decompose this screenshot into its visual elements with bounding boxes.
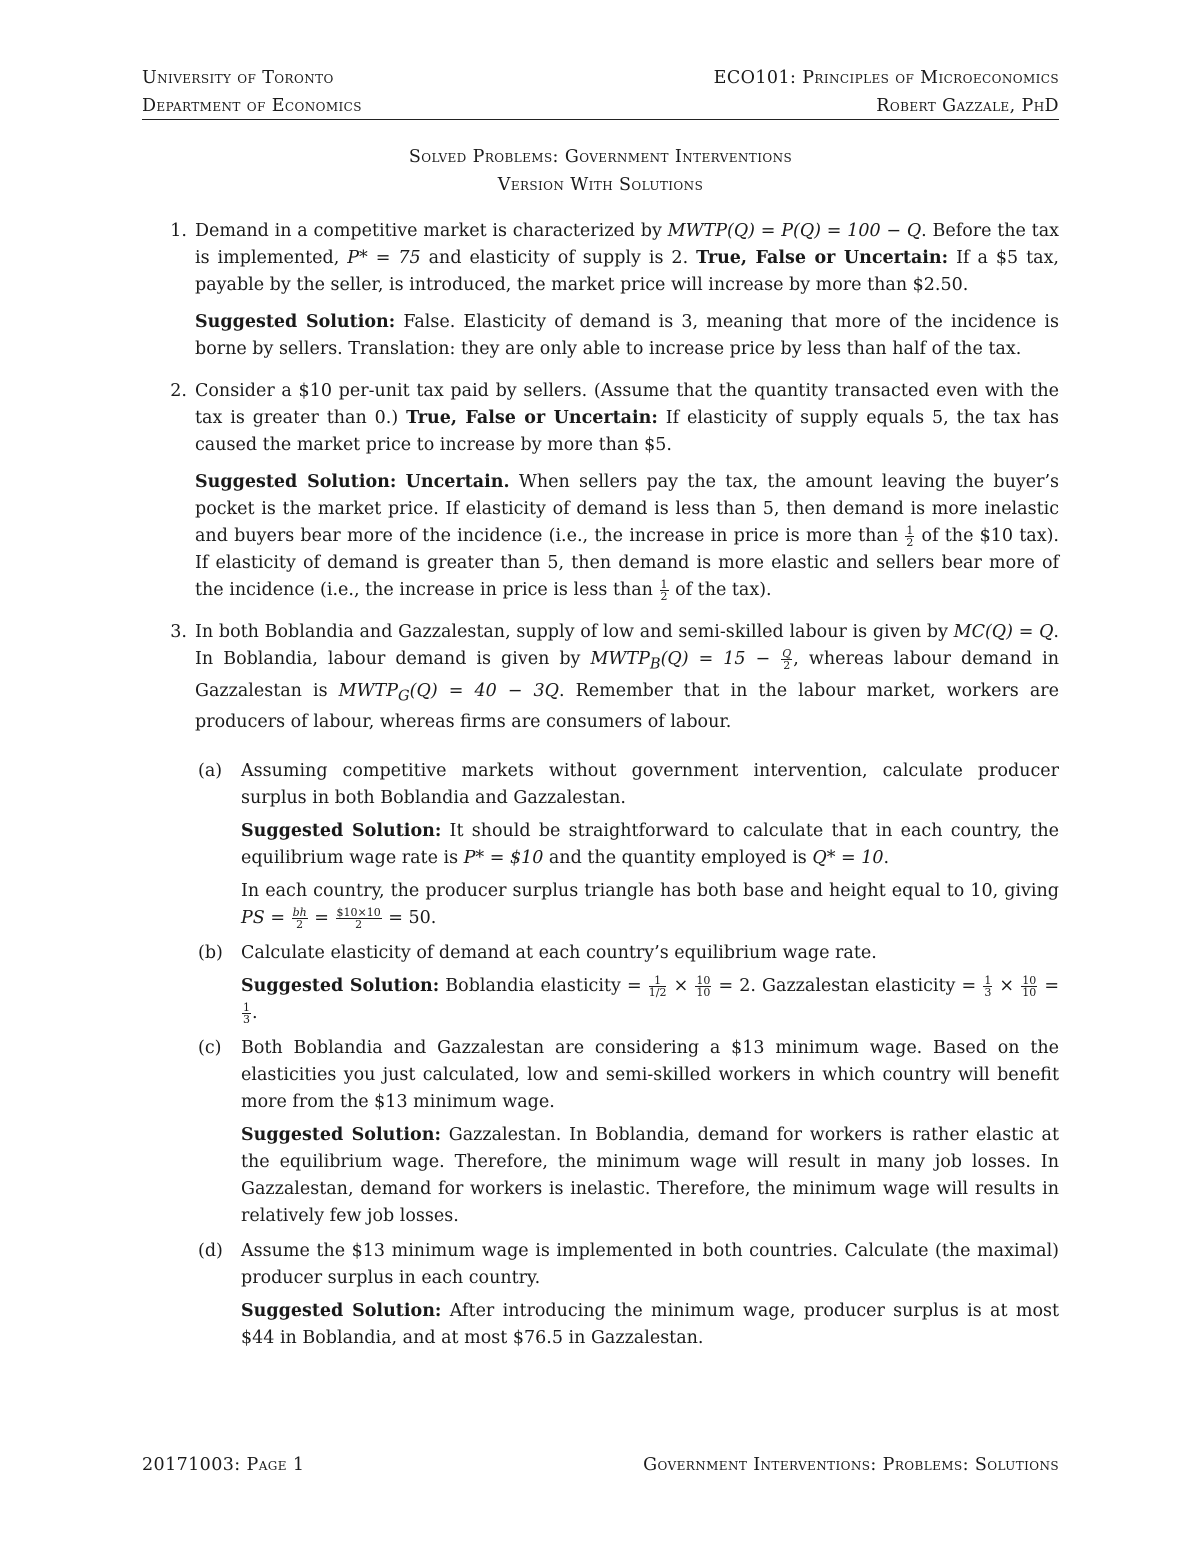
fraction-10-over-10: $\frac{10}{10}$ [696, 974, 711, 999]
part-b [142, 940, 1059, 1027]
problem-1-question: Demand in a competitive market is characterized by MWTP(Q) = P(Q) = 100 − Q. Before the tax is implemented, P* = 75 and elasticity of supply is 2. True, False or Uncertain: If a $5 tax, payable by the seller, is introduced, the market price will increase by more than $2.50. [195, 221, 1059, 295]
university-name: University of Toronto [142, 68, 334, 88]
part-a [142, 758, 1059, 932]
page-footer [142, 1452, 1059, 1479]
course-name: ECO101: Principles of Microeconomics [713, 68, 1059, 88]
part-label: (d) [198, 1241, 223, 1261]
problem-2 [142, 378, 1059, 604]
part-b-question: Calculate elasticity of demand at each country’s equilibrium wage rate. [241, 943, 877, 963]
fraction-1-over-half: $\frac{1}{1/2}$ [648, 974, 667, 999]
problem-1 [142, 218, 1059, 363]
problem-number: 1. [170, 221, 187, 241]
fraction-10x10-over-2: $\frac{\$10\times 10}{2}$ [336, 906, 381, 931]
problem-3-parts [142, 758, 1059, 1352]
footer-section-title: Government Interventions: Problems: Solutions [643, 1455, 1059, 1475]
fraction-one-half: $\frac{1}{2}$ [660, 578, 668, 603]
fraction-q-over-2: $\frac{Q}{2}$ [782, 647, 792, 672]
problem-list [142, 218, 1059, 1352]
part-d-solution: Suggested Solution: After introducing the minimum wage, producer surplus is at most $44 in Boblandia, and at most $76.5 in Gazzalestan. [241, 1301, 1059, 1348]
part-c-question: Both Boblandia and Gazzalestan are considering a $13 minimum wage. Based on the elasticities you just calculated, low and semi-skilled workers in which country will benefit more from the $13 minimum wage. [241, 1038, 1059, 1112]
problem-1-solution: Suggested Solution: False. Elasticity of demand is 3, meaning that more of the incidence is borne by sellers. Translation: they are only able to increase price by less than half of the tax. [195, 312, 1059, 359]
part-a-question: Assuming competitive markets without government intervention, calculate producer surplus in both Boblandia and Gazzalestan. [241, 761, 1059, 808]
part-c [142, 1035, 1059, 1230]
part-d [142, 1238, 1059, 1352]
fraction-1-over-3: $\frac{1}{3}$ [984, 974, 992, 999]
header-rule [142, 119, 1059, 120]
instructor-name: Robert Gazzale, PhD [876, 96, 1059, 116]
problem-3 [142, 619, 1059, 736]
problem-3-question: In both Boblandia and Gazzalestan, supply of low and semi-skilled labour is given by MC(Q) = Q. In Boblandia, labour demand is given by $MWTP_B(Q) = 15$ − $\frac{Q}{2}$ , whereas labour demand in Gazzalestan is $MWTP_G(Q) = 40 - 3Q$. Remember that in the labour market, workers are producers of labour, whereas firms are consumers of labour. [195, 622, 1060, 732]
title-line-1: Solved Problems: Government Interventions [408, 147, 793, 167]
part-label: (b) [198, 943, 223, 963]
document-title [142, 143, 1059, 199]
fraction-one-half: $\frac{1}{2}$ [906, 524, 914, 549]
footer-page-info: 20171003: Page 1 [142, 1455, 305, 1475]
page-header [142, 64, 1059, 120]
part-b-solution: Suggested Solution: Boblandia elasticity = $\frac{1}{1/2}$ × $\frac{10}{10}$ = 2. Gazzalestan elasticity = $\frac{1}{3}$ × $\frac{10}{10}$ = $\frac{1}{3}$ . [241, 974, 1059, 1026]
fraction-bh-over-2: $\frac{bh}{2}$ [292, 906, 307, 931]
problem-2-question: Consider a $10 per-unit tax paid by sellers. (Assume that the quantity transacted even with the tax is greater than 0.) True, False or Uncertain: If elasticity of supply equals 5, the tax has caused the market price to increase by more than $5. [195, 381, 1060, 455]
part-label: (c) [198, 1038, 222, 1058]
problem-2-solution: Suggested Solution: Uncertain. When sellers pay the tax, the amount leaving the buyer’s pocket is the market price. If elasticity of demand is less than 5, then demand is more inelastic and buyers bear more of the incidence (i.e., the increase in price is more than $\frac{1}{2}$ of the $10 tax). If elasticity of demand is greater than 5, then demand is more elastic and sellers bear more of the incidence (i.e., the increase in price is less than $\frac{1}{2}$ of the tax). [195, 472, 1059, 603]
part-a-solution-continued: In each country, the producer surplus triangle has both base and height equal to 10, giving PS = $\frac{bh}{2}$ = $\frac{\$10\times 10}{2}$ = 50. [241, 881, 1059, 931]
title-line-2: Version With Solutions [497, 175, 704, 195]
part-c-solution: Suggested Solution: Gazzalestan. In Boblandia, demand for workers is rather elastic at the equilibrium wage. Therefore, the minimum wage will result in many job losses. In Gazzalestan, demand for workers is inelastic. Therefore, the minimum wage will results in relatively few job losses. [241, 1125, 1059, 1226]
problem-number: 2. [170, 381, 187, 401]
part-d-question: Assume the $13 minimum wage is implemented in both countries. Calculate (the maximal) producer surplus in each country. [241, 1241, 1059, 1288]
department-name: Department of Economics [142, 96, 362, 116]
part-a-solution: Suggested Solution: It should be straightforward to calculate that in each country, the equilibrium wage rate is P* = $10 and the quantity employed is Q* = 10. [241, 821, 1059, 868]
fraction-10-over-10: $\frac{10}{10}$ [1022, 974, 1037, 999]
part-label: (a) [198, 761, 223, 781]
problem-number: 3. [170, 622, 187, 642]
fraction-1-over-3: $\frac{1}{3}$ [243, 1001, 250, 1026]
